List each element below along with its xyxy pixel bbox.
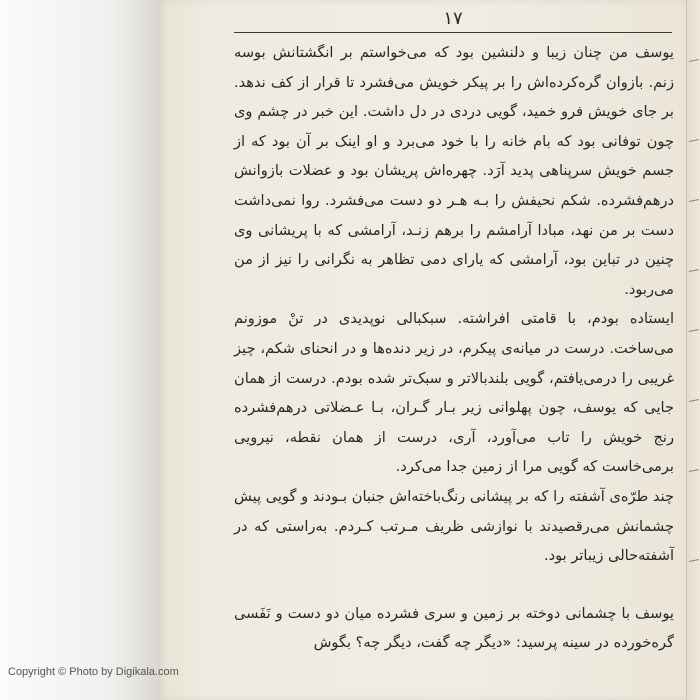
paragraph-4: یوسف با چشمانی دوخته بر زمین و سری فشرده میان دو دست و نَفَسی گره‌خورده در سینه پرسید: «دیگر چه گفت، دیگر چه؟ بگوش [234,604,674,652]
paragraph-3: چند طرّه‌ی آشفته را که بر پیشانی رنگ‌باخته‌اش جنبان بـودند و گویی پیش چشمانش می‌رقصیدند با نوازشی ظریف مـرتب کـردم. به‌راستی که در آشفته‌حالی زیباتر بود. [234,487,674,565]
header-rule [234,32,672,33]
facing-page [0,0,160,700]
body-text [234,38,674,658]
copyright-notice: Copyright © Photo by Digikala.com [8,666,179,678]
next-page-edge [686,0,700,700]
page-number: ۱۷ [443,8,463,29]
page-header [234,8,672,30]
paragraph-2: ایستاده بودم، با قامتی افراشته. سبکبالی نوپدیدی در تنْ موزونم می‌ساخت. درست در میانه‌ی پیکرم، در زیر دنده‌ها و در انحنای شکم، چیز غریبی را درمی‌یافتم، گویی بلندبالاتر و سبک‌تر شده بودم. درست از همان جایی که یوسف، چون پهلوانی زیر بـار گـران، بـا عـضلاتی درهم‌فشرده رنج خویش را تاب می‌آورد، آری، درست از همان نقطه، نیرویی برمی‌خاست که گویی مرا از زمین جدا می‌کرد. [234,310,674,476]
paragraph-1: یوسف من چنان زیبا و دلنشین بود که می‌خواستم بر انگشتانش بوسه زنم. بازوان گره‌کرده‌اش را بر پیکر خویش می‌فشرد تا قرار از کف ندهد. بر جای خویش فرو خمید، گویی دردی در دل داشت. این خبر در چشم وی چون توفانی بود که بام خانه را با خود می‌برد و او اینک بر آن بود که از جسم خویش سرپناهی پدید آرَد. چهره‌اش پریشان بود و عضلات بازوانش درهم‌فشرده. شکم نحیفش را بـه هـر دو دست می‌فشرد. روا نمی‌داشت دست بر من نهد، مبادا آرامشم را برهم زنـد، آرامشی که با پریشانی وی چنین در تباین بود، آرامشی که یارای دمی تظاهر به نگرانی را نیز از من می‌ربود. [234,44,674,298]
